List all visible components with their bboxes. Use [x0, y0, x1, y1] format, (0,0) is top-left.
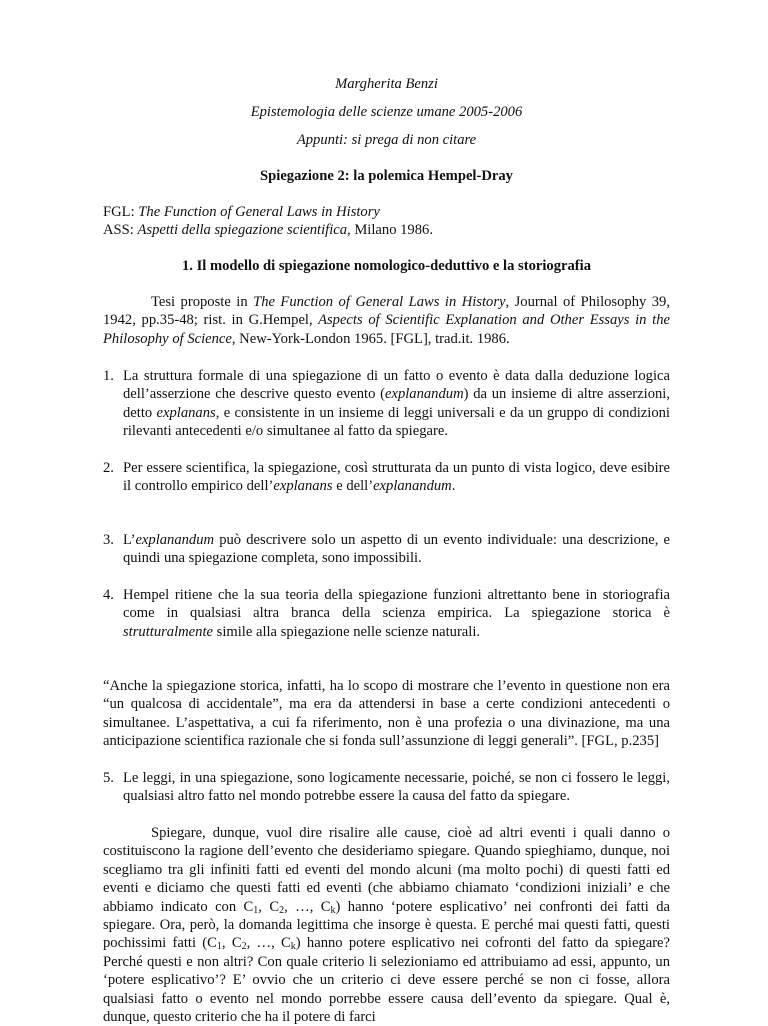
- list-item-text: Per essere scientifica, la spiegazione, così strutturata da un punto di vista logico, deve esibire il controllo empirico dell’explanans e dell’explanandum.: [123, 460, 670, 495]
- list-item: 4. Hempel ritiene che la sua teoria della spiegazione funzioni altrettanto bene in storiografia come in qualsiasi altra branca della scienza empirica. La spiegazione storica è strutturalmente simile alla spiegazione nelle scienze naturali.: [103, 587, 670, 640]
- abbr-rest: , Milano 1986.: [347, 222, 433, 238]
- abbr-key: FGL:: [103, 204, 139, 220]
- body-paragraph: Spiegare, dunque, vuol dire risalire alle cause, cioè ad altri eventi i quali danno o costituiscono la ragione dell’evento che desideriamo spiegare. Quando spieghiamo, dunque, noi scegliamo tra gli infiniti fatti ed eventi del mondo alcuni (ma molto pochi) di questi fatti ed eventi e diciamo che questi fatti ed eventi (che abbiamo chiamato ‘condizioni iniziali’ e che abbiamo indicato con $C_1$, $C_2$, …, $C_k$) hanno ‘potere esplicativo’ nei confronti dei fatti da spiegare. Ora, però, la domanda legittima che insorge è questa. E perché mai questi fatti, questi pochissimi fatti ($C_1$, $C_2$, …, $C_k$) hanno potere esplicativo nei cofronti del fatto da spiegare? Perché questi e non altri? Con quale criterio li selezioniamo ed attribuiamo ad essi, appunto, un ‘potere esplicativo’? E’ ovvio che un criterio ci deve essere perché se non ci fosse, allora qualsiasi fatto o evento nel mondo porrebbe essere causa dell’evento da spiegare. Qual è, dunque, questo criterio che ha il potere di farci: [103, 825, 671, 1026]
- quote-paragraph: “Anche la spiegazione storica, infatti, ha lo scopo di mostrare che l’evento in questione non era “un qualcosa di accidentale”, ma era da attendersi in base a certe condizioni antecedenti o simultanee. L’aspettativa, a cui fa riferimento, non è una profezia o una divinazione, ma una anticipazione scientifica razionale che si fonda sull’assunzione di leggi generali”. [FGL, p.235]: [103, 678, 670, 750]
- list-item-text: L’explanandum può descrivere solo un aspetto di un evento individuale: una descrizione, e quindi una spiegazione completa, sono impossibili.: [123, 532, 670, 567]
- list-item: 5. Le leggi, in una spiegazione, sono logicamente necessarie, poiché, se non ci fossero le leggi, qualsiasi altro fatto nel mondo potrebbe essere la causa del fatto da spiegare.: [103, 770, 670, 805]
- list-item-text: La struttura formale di una spiegazione di un fatto o evento è data dalla deduzione logica dell’asserzione che descrive questo evento (explanandum) da un insieme di altre asserzioni, detto explanans, e consistente in un insieme di leggi universali e da un gruppo di condizioni rilevanti antecedenti e/o simultanee al fatto da spiegare.: [123, 368, 670, 440]
- list-item-text: Le leggi, in una spiegazione, sono logicamente necessarie, poiché, se non ci fossero le leggi, qualsiasi altro fatto nel mondo potrebbe essere la causa del fatto da spiegare.: [123, 770, 670, 805]
- intro-paragraph: Tesi proposte in The Function of General Laws in History, Journal of Philosophy 39, 1942, pp.35-48; rist. in G.Hempel, Aspects of Scientific Explanation and Other Essays in the Philosophy of Science, New-York-London 1965. [FGL], trad.it. 1986.: [103, 294, 670, 347]
- list-item: 3. L’explanandum può descrivere solo un aspetto di un evento individuale: una descrizione, e quindi una spiegazione completa, sono impossibili.: [103, 532, 670, 567]
- abbreviation-ass: [103, 221, 670, 239]
- abbr-key: ASS:: [103, 222, 138, 238]
- list-item: 1. La struttura formale di una spiegazione di un fatto o evento è data dalla deduzione logica dell’asserzione che descrive questo evento (explanandum) da un insieme di altre asserzioni, detto explanans, e consistente in un insieme di leggi universali e da un gruppo di condizioni rilevanti antecedenti e/o simultanee al fatto da spiegare.: [103, 368, 670, 440]
- abbr-title: The Function of General Laws in History: [138, 204, 380, 220]
- citation-note: Appunti: si prega di non citare: [296, 132, 477, 148]
- subsection-title: 1. Il modello di spiegazione nomologico-deduttivo e la storiografia: [181, 258, 591, 274]
- section-title: Spiegazione 2: la polemica Hempel-Dray: [260, 168, 513, 184]
- abbr-title: Aspetti della spiegazione scientifica: [137, 222, 348, 238]
- course-title: Epistemologia delle scienze umane 2005-2006: [250, 104, 523, 120]
- author-name: Margherita Benzi: [335, 76, 438, 92]
- list-item: 2. Per essere scientifica, la spiegazione, così strutturata da un punto di vista logico, deve esibire il controllo empirico dell’explanans e dell’explanandum.: [103, 460, 670, 495]
- abbreviation-fgl: [103, 203, 670, 221]
- list-item-text: Hempel ritiene che la sua teoria della spiegazione funzioni altrettanto bene in storiografia come in qualsiasi altra branca della scienza empirica. La spiegazione storica è strutturalmente simile alla spiegazione nelle scienze naturali.: [123, 587, 670, 640]
